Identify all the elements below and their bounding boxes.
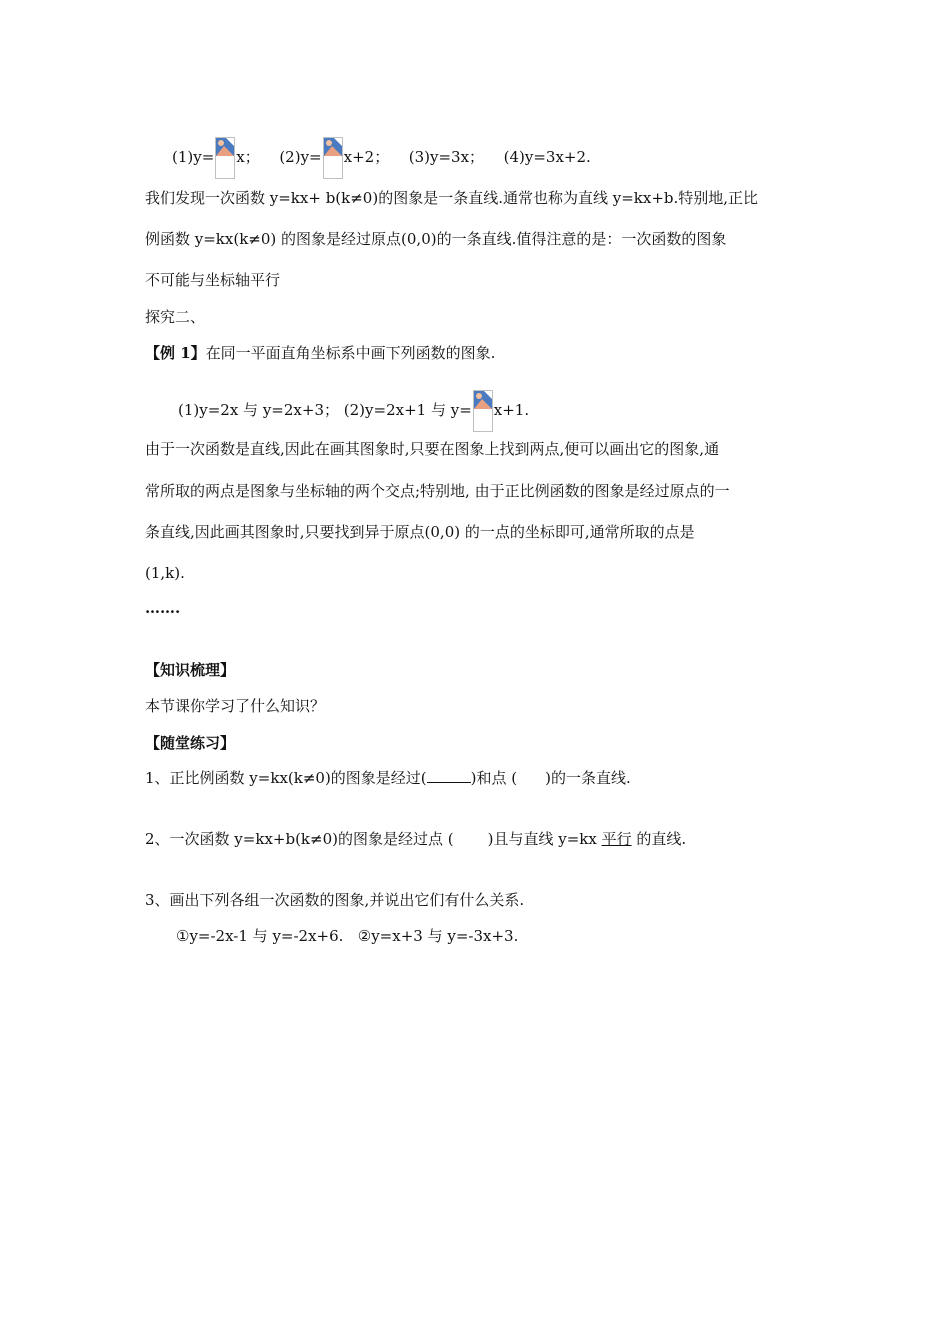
example-1-items [178, 390, 529, 432]
paragraph-2-line-2: 常所取的两点是图象与坐标轴的两个交点;特别地, 由于正比例函数的图象是经过原点的一 [145, 482, 730, 500]
fraction-image-placeholder [323, 137, 343, 179]
broken-image-icon [324, 138, 342, 156]
func-3: (3)y=3x； [408, 148, 485, 166]
paragraph-2-line-1: 由于一次函数是直线,因此在画其图象时,只要在图象上找到两点,便可以画出它的图象,通 [145, 440, 720, 458]
fraction-image-placeholder [215, 137, 235, 179]
question-2-suffix: 的直线. [636, 830, 687, 848]
fraction-image-placeholder [473, 390, 493, 432]
example-1-item-1: (1)y=2x 与 y=2x+3； [178, 401, 339, 419]
example-1 [145, 343, 495, 363]
question-1-suffix: )的一条直线. [545, 769, 631, 787]
paragraph-1-line-1: 我们发现一次函数 y=kx+ b(k≠0)的图象是一条直线.通常也称为直线 y=kx+b.特别地,正比 [145, 189, 759, 207]
func-1-suffix: x； [236, 148, 260, 166]
func-2-suffix: x+2； [343, 148, 390, 166]
question-2-answer: 平行 [601, 830, 632, 848]
question-1 [145, 768, 631, 788]
example-1-text: 在同一平面直角坐标系中画下列函数的图象. [205, 344, 496, 362]
explore-2-heading: 探究二、 [145, 308, 206, 326]
practice-heading: 【随堂练习】 [145, 734, 236, 752]
broken-image-icon [216, 138, 234, 156]
func-1-prefix: (1)y= [172, 148, 215, 166]
question-2-prefix: 2、一次函数 y=kx+b(k≠0)的图象是经过点 ( [145, 830, 454, 848]
func-2-prefix: (2)y= [279, 148, 322, 166]
question-1-middle: )和点 ( [470, 769, 518, 787]
paragraph-1-line-3: 不可能与坐标轴平行 [145, 271, 281, 289]
example-1-label: 【例 1】 [145, 344, 206, 362]
paragraph-2-line-4: (1,k). [145, 564, 185, 582]
knowledge-question: 本节课你学习了什么知识？ [145, 697, 326, 715]
question-3: 3、画出下列各组一次函数的图象,并说出它们有什么关系. [145, 891, 525, 909]
question-2-middle: )且与直线 y=kx [487, 830, 597, 848]
question-3-items: ①y=-2x-1 与 y=-2x+6. ②y=x+3 与 y=-3x+3. [176, 927, 519, 945]
paragraph-1-line-2: 例函数 y=kx(k≠0) 的图象是经过原点(0,0)的一条直线.值得注意的是：一次函数的图象 [145, 230, 727, 248]
example-1-item-2-prefix: (2)y=2x+1 与 y= [343, 401, 472, 419]
answer-blank [427, 768, 471, 783]
question-2 [145, 829, 686, 849]
example-1-item-2-suffix: x+1. [493, 401, 530, 419]
question-1-prefix: 1、正比例函数 y=kx(k≠0)的图象是经过( [145, 769, 427, 787]
function-list-line [172, 137, 591, 179]
ellipsis: ……. [145, 599, 181, 617]
paragraph-2-line-3: 条直线,因此画其图象时,只要找到异于原点(0,0) 的一点的坐标即可,通常所取的点是 [145, 523, 695, 541]
knowledge-heading: 【知识梳理】 [145, 661, 236, 679]
func-4: (4)y=3x+2. [503, 148, 591, 166]
broken-image-icon [474, 391, 492, 409]
